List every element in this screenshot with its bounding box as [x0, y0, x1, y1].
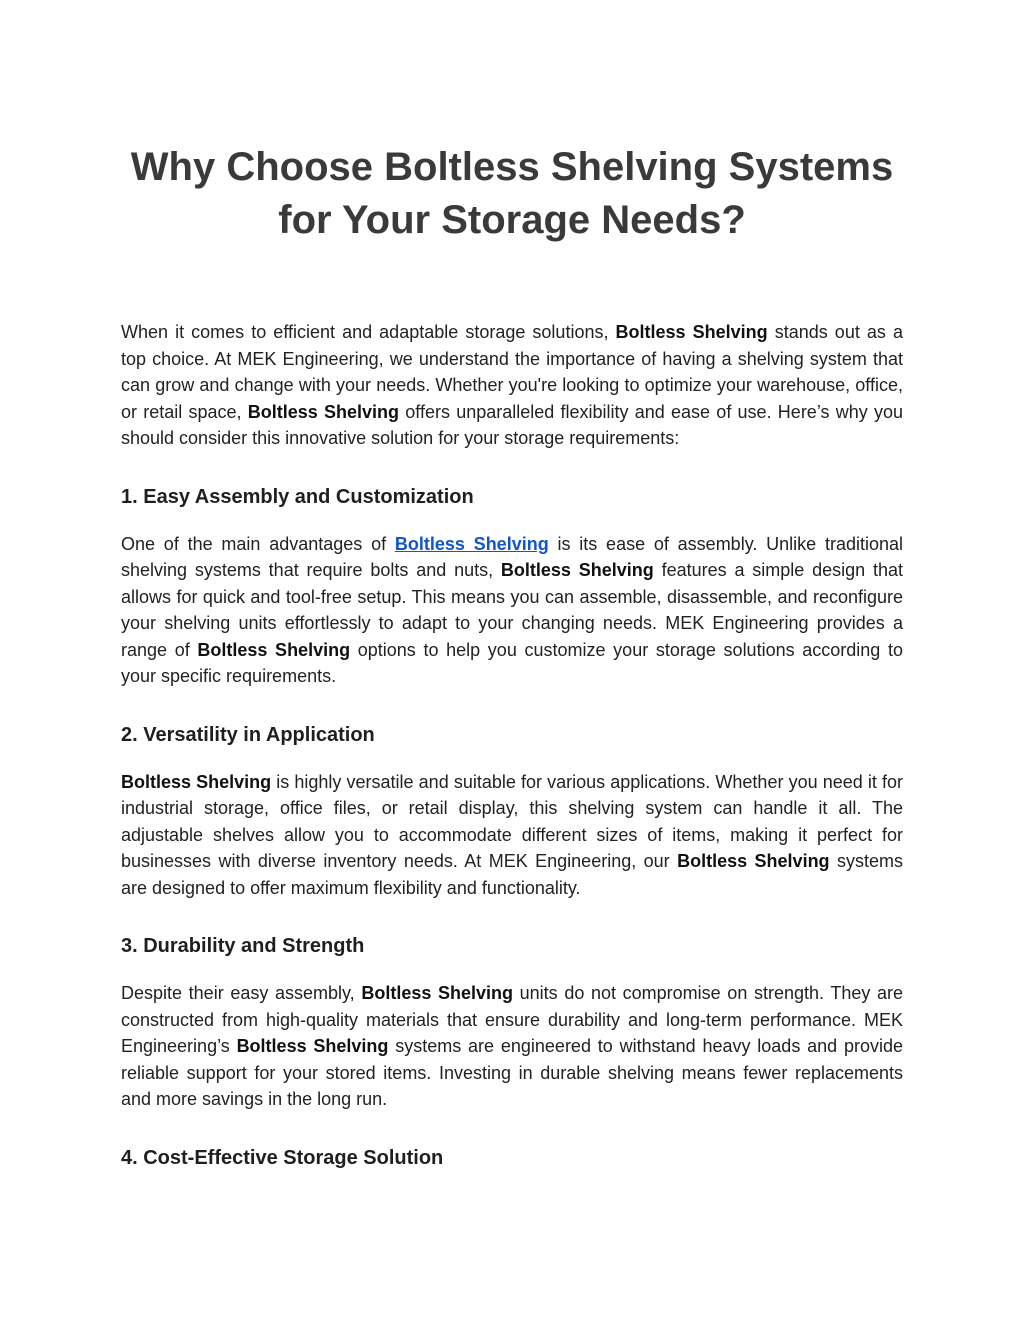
- intro-paragraph: [121, 319, 903, 452]
- intro-text-1: When it comes to efficient and adaptable storage solutions,: [121, 322, 616, 342]
- s1-text-4: options to help you customize your storage solutions according to your specific requirements.: [121, 639, 903, 686]
- s2-text-1: is highly versatile and suitable for various applications. Whether you need it for industrial storage, office files, or retail display, this shelving system can handle it all. The adjustable shelves allow you to accommodate different sizes of items, making it perfect for businesses with diverse inventory needs. At MEK Engineering, our: [121, 771, 903, 871]
- section-heading-2: 2. Versatility in Application: [121, 723, 375, 746]
- s1-text-3: features a simple design that allows for quick and tool-free setup. This means you can assemble, disassemble, and reconfigure your shelving units effortlessly to adapt to your changing needs. MEK Engineering provides a range of: [121, 560, 903, 660]
- s3-text-3: systems are engineered to withstand heavy loads and provide reliable support for your stored items. Investing in durable shelving means fewer replacements and more savings in the long run.: [121, 1036, 904, 1109]
- s1-text-1: One of the main advantages of: [121, 533, 395, 554]
- intro-text-3: offers unparalleled flexibility and ease of use. Here’s why you should consider this innovative solution for your storage requirements:: [121, 401, 903, 448]
- s2-text-2: systems are designed to offer maximum flexibility and functionality.: [121, 851, 903, 898]
- title-line-2: for Your Storage Needs?: [278, 198, 746, 242]
- page-title: [121, 141, 903, 247]
- s3-text-1: Despite their easy assembly,: [121, 983, 362, 1003]
- boltless-shelving-link[interactable]: Boltless Shelving: [394, 533, 549, 554]
- intro-bold-2: Boltless Shelving: [247, 401, 400, 422]
- section-heading-3: 3. Durability and Strength: [121, 935, 365, 957]
- section-heading-1: 1. Easy Assembly and Customization: [121, 485, 474, 508]
- s3-text-2: units do not compromise on strength. They are constructed from high-quality materials that ensure durability and long-term performance. MEK Engineering’s: [121, 983, 903, 1056]
- section-paragraph-3: [121, 980, 903, 1113]
- s3-bold-2: Boltless Shelving: [236, 1036, 389, 1056]
- s1-bold-2: Boltless Shelving: [197, 639, 351, 660]
- intro-bold-1: Boltless Shelving: [615, 322, 768, 342]
- intro-text-2: stands out as a top choice. At MEK Engineering, we understand the importance of having a shelving system that can grow and change with your needs. Whether you're looking to optimize your warehouse, office, or retail space,: [121, 322, 903, 422]
- section-paragraph-1: [121, 531, 903, 690]
- section-paragraph-2: [121, 769, 903, 902]
- section-heading-4: 4. Cost-Effective Storage Solution: [121, 1146, 444, 1169]
- s2-bold-1: Boltless Shelving: [121, 771, 272, 792]
- s1-bold-1: Boltless Shelving: [500, 560, 654, 580]
- s3-bold-1: Boltless Shelving: [361, 983, 514, 1003]
- s1-text-2: is its ease of assembly. Unlike traditional shelving systems that require bolts and nuts,: [121, 533, 903, 580]
- title-line-1: Why Choose Boltless Shelving Systems: [130, 145, 894, 189]
- document-page: [121, 0, 903, 1171]
- s2-bold-2: Boltless Shelving: [677, 851, 830, 871]
